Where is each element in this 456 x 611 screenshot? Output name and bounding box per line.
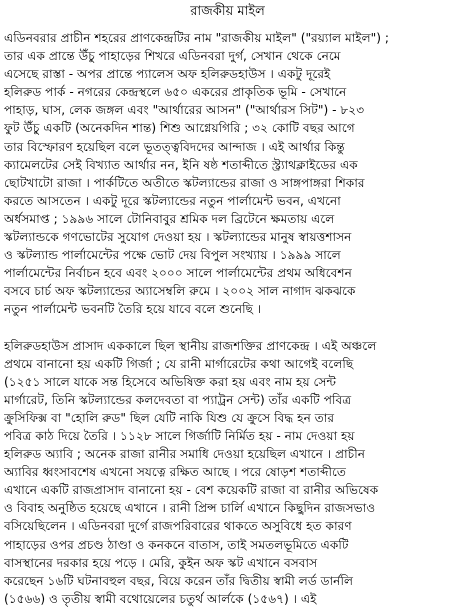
- text-line: (১৫৬৬) ও তৃতীয় স্বামী বথোয়েলের চতুর্থ আর্লকে (১৫৬৭) । এই: [4, 591, 317, 606]
- text-line: ছোটখাটো রাজা । পার্কটিতে অতীতে স্কটল্যান্ডের রাজা ও সাঙ্গপাঙ্গরা শিকার: [4, 175, 365, 190]
- text-line: ফুট উঁচু একটি (অনেকদিন শান্ত) শিশু আগ্নেয়গিরি ; ৩২ কোটি বছর আগে: [4, 121, 355, 136]
- text-line: (১২৫১ সালে যাকে সন্ত হিসেবে অভিষিক্ত করা হয় এবং নাম হয় সেন্ট: [4, 374, 337, 389]
- text-line: প্রথমে বানানো হয় একটি গির্জা ; যে রানী মার্গারেটের কথা আগেই বলেছি: [4, 356, 354, 371]
- text-line: ও স্কটল্যান্ড পার্লামেন্টের পক্ষে ভোট দেয় বিপুল সংখ্যায় । ১৯৯৯ সালে: [4, 248, 341, 263]
- text-line: পার্লামেন্টের নির্বাচন হবে এবং ২০০০ সালে পার্লামেন্টের প্রথম অধিবেশন: [4, 266, 352, 281]
- text-line: পাহাড়, ঘাস, লেক জঙ্গল এবং "আর্থারের আসন" ("আর্থারস সিট") - ৮২৩: [4, 103, 365, 118]
- text-line: মার্গারেট, তিনি স্কটল্যান্ডের কলদেবতা বা প্যাট্রন সেন্ট) তাঁর একটি পবিত্র: [4, 392, 352, 407]
- text-line: হলিরুড অ্যাবি ; অনেক রাজা রানীর সমাধি দেওয়া হয়েছিল এখানে । প্রাচীন: [4, 447, 365, 462]
- text-line: তার বিস্ফোরণ হয়েছিল বলে ভূতত্ত্ববিদদের আন্দাজ । এই আর্থার কিন্তু: [4, 139, 345, 154]
- text-line: পাহাড়ের ওপর প্রচণ্ড ঠাণ্ডা ও কনকনে বাতাস, তাই সমতলভূমিতে একটি: [4, 537, 349, 552]
- text-line: বসবে চার্চ অফ স্কটল্যান্ডের অ্যাসেম্বলি রুমে । ২০০২ সাল নাগাদ ঝকঝকে: [4, 284, 356, 299]
- text-line: হলিরুডহাউস প্রাসাদ এককালে ছিল স্থানীয় রাজশক্তির প্রাণকেন্দ্র । এই অঞ্চলে: [4, 338, 377, 353]
- text-line: বসিয়েছিলেন । এডিনবরা দুর্গে রাজপরিবারের থাকতে অসুবিধে হত কারণ: [4, 519, 352, 534]
- text-line: নতুন পার্লামেন্ট ভবনটি তৈরি হয়ে যাবে বলে শুনেছি ।: [4, 302, 262, 317]
- paragraph-royal-mile: [4, 29, 451, 319]
- text-line: অ্যাবির ধ্বংসাবশেষ এখনো সযত্নে রক্ষিত আছে । পরে ষোড়শ শতাব্দীতে: [4, 465, 347, 480]
- text-line: করতে আসতেন । একটু দূরে স্কটল্যান্ডের নতুন পার্লামেন্ট ভবন, এখনো: [4, 193, 341, 208]
- text-line: ক্রুসিফিক্স বা "হোলি রুড" ছিল যেটি নাকি যিশু যে ক্রুসে বিদ্ধ হন তার: [4, 410, 335, 425]
- text-line: বাসস্থানের দরকার হয়ে পড়ে । মেরি, কুইন অফ স্কট এখানে বসবাস: [4, 555, 318, 570]
- page-title: রাজকীয় মাইল: [190, 4, 265, 19]
- text-line: এখানে একটি রাজপ্রাসাদ বানানো হয় - বেশ কয়েকটি রাজা বা রানীর অভিষেক: [4, 483, 379, 498]
- text-line: ক্যামেলটের সেই বিখ্যাত আর্থার নন, ইনি ষষ্ঠ শতাব্দীতে স্ট্র্যাথক্লাইডের এক: [4, 157, 358, 172]
- text-line: স্কটল্যান্ডকে গণভোটের সুযোগ দেওয়া হয় । স্কটল্যান্ডের মানুষ স্বায়ত্তশাসন: [4, 230, 352, 245]
- text-line: তার এক প্রান্তে উঁচু পাহাড়ের শিখরে এডিনবরা দুর্গ, সেখান থেকে নেমে: [4, 49, 341, 64]
- text-line: ও বিবাহ অনুষ্ঠিত হয়েছে এখানে । রানী প্রিন্স চার্লি এখানে কিছুদিন রাজসভাও: [4, 501, 376, 516]
- text-line: অর্ধসমাপ্ত ; ১৯৯৬ সালে টোনিবাবুর শ্রমিক দল ব্রিটেনে ক্ষমতায় এলে: [4, 211, 335, 226]
- text-line: এসেছে রাস্তা - অপর প্রান্তে প্যালেস অফ হলিরুডহাউস । একটু দূরেই: [4, 67, 331, 82]
- text-line: করেছেন ১৬টি ঘটনাবহুল বছর, বিয়ে করেন তাঁর দ্বিতীয় স্বামী লর্ড ডার্নলি: [4, 573, 354, 588]
- paragraph-holyroodhouse: [4, 337, 451, 608]
- text-line: এডিনবরার প্রাচীন শহরের প্রাণকেন্দ্রটির নাম "রাজকীয় মাইল" ("রয়্যাল মাইল") ;: [4, 31, 390, 45]
- text-line: হলিরুড পার্ক - নগরের কেন্দ্রস্থলে ৬৫০ একরের প্রাকৃতিক ভূমি - সেখানে: [4, 85, 347, 100]
- text-line: পবিত্র কাঠ দিয়ে তৈরি । ১১২৮ সালে গির্জাটি নির্মিত হয় - নাম দেওয়া হয়: [4, 428, 355, 443]
